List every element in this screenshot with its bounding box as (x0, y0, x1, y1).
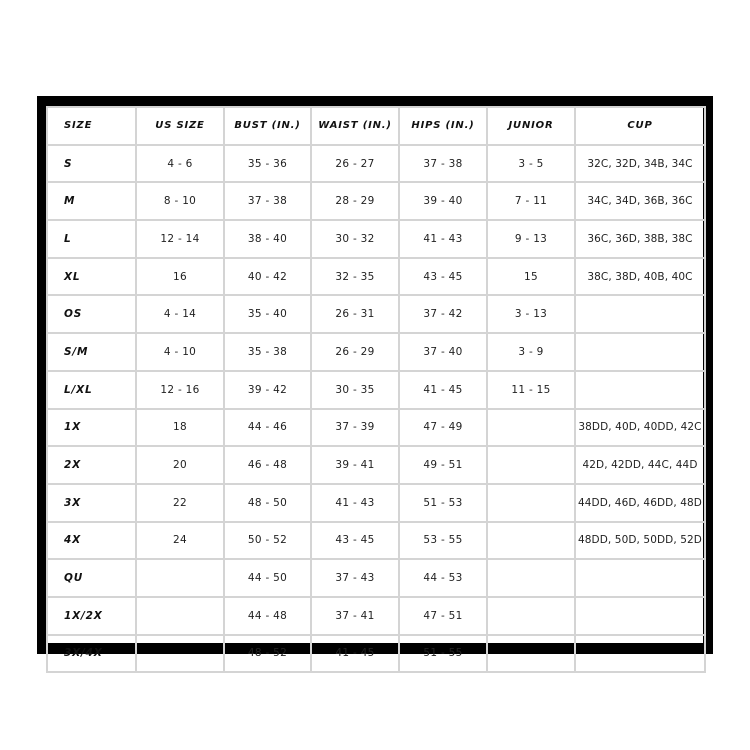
cup-cell: 36C, 36D, 38B, 38C (575, 220, 705, 258)
table-row (47, 371, 705, 409)
us-size-cell: 22 (136, 484, 224, 522)
bust-cell: 44 - 46 (224, 409, 311, 447)
us-size-cell: 18 (136, 409, 224, 447)
bust-cell: 48 - 50 (224, 484, 311, 522)
junior-cell: 15 (487, 258, 575, 296)
table-row (47, 559, 705, 597)
junior-cell: 3 - 13 (487, 295, 575, 333)
table-row (47, 446, 705, 484)
bust-cell: 39 - 42 (224, 371, 311, 409)
header-us-size: US SIZE (136, 107, 224, 145)
table-row (47, 182, 705, 220)
header-waist: WAIST (IN.) (311, 107, 399, 145)
bust-cell: 38 - 40 (224, 220, 311, 258)
hips-cell: 37 - 40 (399, 333, 487, 371)
header-hips: HIPS (IN.) (399, 107, 487, 145)
size-cell: 3X/4X (47, 635, 136, 673)
us-size-cell (136, 559, 224, 597)
hips-cell: 47 - 51 (399, 597, 487, 635)
junior-cell (487, 597, 575, 635)
waist-cell: 37 - 43 (311, 559, 399, 597)
hips-cell: 41 - 43 (399, 220, 487, 258)
hips-cell: 41 - 45 (399, 371, 487, 409)
hips-cell: 44 - 53 (399, 559, 487, 597)
size-cell: 2X (47, 446, 136, 484)
size-cell: QU (47, 559, 136, 597)
waist-cell: 30 - 32 (311, 220, 399, 258)
table-body (47, 145, 705, 673)
us-size-cell (136, 597, 224, 635)
size-chart-sheet (47, 107, 703, 660)
cup-cell: 38DD, 40D, 40DD, 42C (575, 409, 705, 447)
hips-cell: 37 - 38 (399, 145, 487, 183)
us-size-cell: 4 - 10 (136, 333, 224, 371)
us-size-cell: 20 (136, 446, 224, 484)
size-cell: S/M (47, 333, 136, 371)
size-cell: 3X (47, 484, 136, 522)
table-row (47, 597, 705, 635)
bust-cell: 50 - 52 (224, 522, 311, 560)
bust-cell: 48 - 52 (224, 635, 311, 673)
hips-cell: 47 - 49 (399, 409, 487, 447)
hips-cell: 51 - 53 (399, 484, 487, 522)
junior-cell: 9 - 13 (487, 220, 575, 258)
bust-cell: 35 - 40 (224, 295, 311, 333)
cup-cell (575, 559, 705, 597)
hips-cell: 43 - 45 (399, 258, 487, 296)
hips-cell: 49 - 51 (399, 446, 487, 484)
waist-cell: 26 - 27 (311, 145, 399, 183)
junior-cell: 7 - 11 (487, 182, 575, 220)
waist-cell: 39 - 41 (311, 446, 399, 484)
waist-cell: 26 - 29 (311, 333, 399, 371)
waist-cell: 41 - 45 (311, 635, 399, 673)
table-row (47, 409, 705, 447)
bust-cell: 37 - 38 (224, 182, 311, 220)
bust-cell: 46 - 48 (224, 446, 311, 484)
size-cell: OS (47, 295, 136, 333)
waist-cell: 41 - 43 (311, 484, 399, 522)
header-cup: CUP (575, 107, 705, 145)
table-row (47, 333, 705, 371)
us-size-cell (136, 635, 224, 673)
size-cell: XL (47, 258, 136, 296)
bust-cell: 40 - 42 (224, 258, 311, 296)
us-size-cell: 16 (136, 258, 224, 296)
waist-cell: 32 - 35 (311, 258, 399, 296)
waist-cell: 28 - 29 (311, 182, 399, 220)
us-size-cell: 12 - 16 (136, 371, 224, 409)
table-row (47, 295, 705, 333)
table-row (47, 635, 705, 673)
cup-cell: 44DD, 46D, 46DD, 48D (575, 484, 705, 522)
cup-cell: 34C, 34D, 36B, 36C (575, 182, 705, 220)
header-junior: JUNIOR (487, 107, 575, 145)
table-row (47, 145, 705, 183)
hips-cell: 53 - 55 (399, 522, 487, 560)
hips-cell: 39 - 40 (399, 182, 487, 220)
junior-cell (487, 522, 575, 560)
cup-cell: 38C, 38D, 40B, 40C (575, 258, 705, 296)
waist-cell: 30 - 35 (311, 371, 399, 409)
size-cell: 1X (47, 409, 136, 447)
cup-cell: 42D, 42DD, 44C, 44D (575, 446, 705, 484)
waist-cell: 43 - 45 (311, 522, 399, 560)
cup-cell (575, 295, 705, 333)
bust-cell: 44 - 50 (224, 559, 311, 597)
junior-cell (487, 409, 575, 447)
cup-cell (575, 371, 705, 409)
table-row (47, 220, 705, 258)
bust-cell: 44 - 48 (224, 597, 311, 635)
header-row (47, 107, 705, 145)
us-size-cell: 12 - 14 (136, 220, 224, 258)
size-cell: S (47, 145, 136, 183)
table-row (47, 484, 705, 522)
cup-cell: 48DD, 50D, 50DD, 52D (575, 522, 705, 560)
junior-cell (487, 559, 575, 597)
bust-cell: 35 - 36 (224, 145, 311, 183)
junior-cell: 3 - 9 (487, 333, 575, 371)
header-size: SIZE (47, 107, 136, 145)
table-row (47, 522, 705, 560)
hips-cell: 37 - 42 (399, 295, 487, 333)
header-bust: BUST (IN.) (224, 107, 311, 145)
junior-cell (487, 484, 575, 522)
us-size-cell: 4 - 6 (136, 145, 224, 183)
size-cell: 4X (47, 522, 136, 560)
size-chart-frame (37, 96, 713, 660)
size-chart-table (46, 106, 706, 673)
bust-cell: 35 - 38 (224, 333, 311, 371)
cup-cell (575, 597, 705, 635)
size-cell: M (47, 182, 136, 220)
waist-cell: 37 - 41 (311, 597, 399, 635)
cup-cell: 32C, 32D, 34B, 34C (575, 145, 705, 183)
junior-cell (487, 635, 575, 673)
size-cell: L (47, 220, 136, 258)
hips-cell: 51 - 55 (399, 635, 487, 673)
size-cell: 1X/2X (47, 597, 136, 635)
size-cell: L/XL (47, 371, 136, 409)
us-size-cell: 8 - 10 (136, 182, 224, 220)
us-size-cell: 24 (136, 522, 224, 560)
junior-cell: 3 - 5 (487, 145, 575, 183)
waist-cell: 37 - 39 (311, 409, 399, 447)
cup-cell (575, 333, 705, 371)
junior-cell: 11 - 15 (487, 371, 575, 409)
junior-cell (487, 446, 575, 484)
us-size-cell: 4 - 14 (136, 295, 224, 333)
table-row (47, 258, 705, 296)
cup-cell (575, 635, 705, 673)
waist-cell: 26 - 31 (311, 295, 399, 333)
